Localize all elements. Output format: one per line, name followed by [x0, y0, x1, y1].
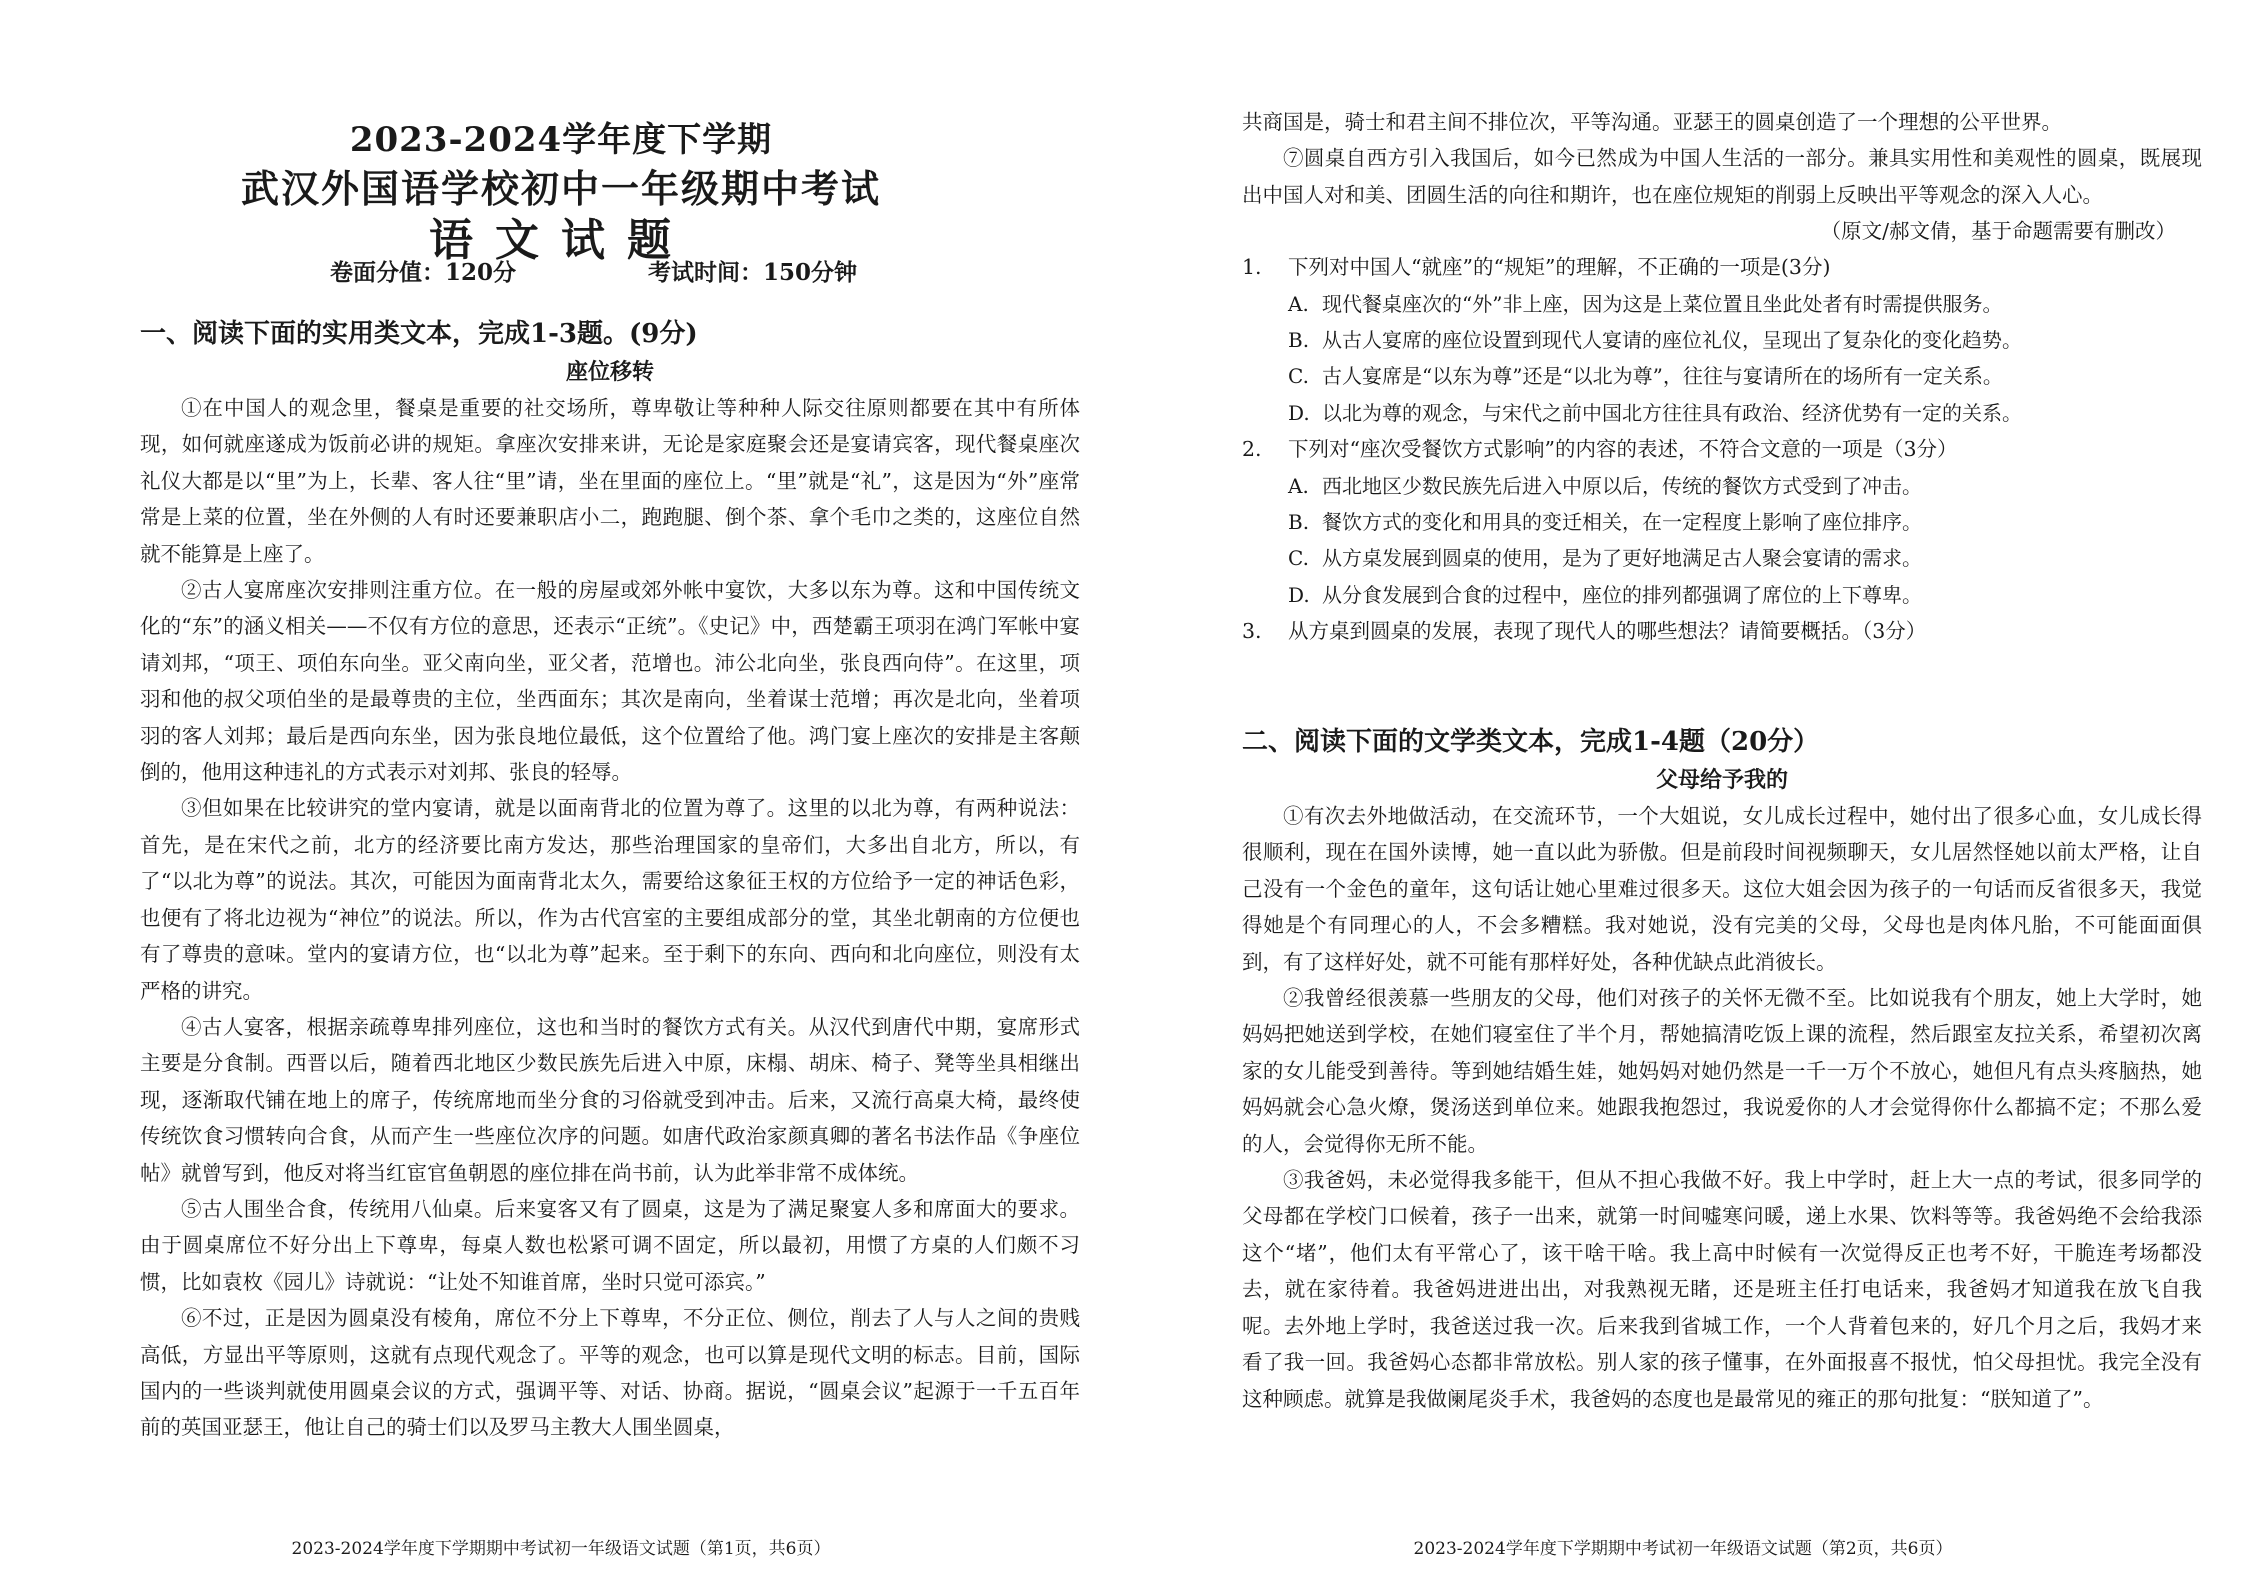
answer-option[interactable]: [1242, 322, 2202, 358]
page-footer-1: 2023-2024学年度下学期期中考试初一年级语文试题（第1页，共6页）: [291, 1539, 831, 1559]
article-paragraph-2: ②古人宴席座次安排则注重方位。在一般的房屋或郊外帐中宴饮，大多以东为尊。这和中国传统文化的“东”的涵义相关——不仅有方位的意思，还表示“正统”。《史记》中，西楚霸王项羽在鸿门军帐中宴请刘邦，“项王、项伯东向坐。亚父南向坐，亚父者，范增也。沛公北向坐，张良西向侍”。在这里，项羽和他的叔父项伯坐的是最尊贵的主位，坐西面东；其次是南向，坐着谋士范增；再次是北向，坐着项羽的客人刘邦；最后是西向东坐，因为张良地位最低，这个位置给了他。鸿门宴上座次的安排是主客颠倒的，他用这种违礼的方式表示对刘邦、张良的轻辱。: [140, 578, 1080, 785]
article-paragraph-7: ⑦圆桌自西方引入我国后，如今已然成为中国人生活的一部分。兼具实用性和美观性的圆桌，既展现出中国人对和美、团圆生活的向往和期许，也在座位规矩的削弱上反映出平等观念的深入人心。: [1242, 146, 2202, 207]
question-1: [1242, 249, 2202, 431]
answer-option[interactable]: [1242, 468, 2202, 504]
option-letter: B.: [1288, 328, 1310, 353]
option-text: 餐饮方式的变化和用具的变迁相关，在一定程度上影响了座位排序。: [1322, 510, 1922, 535]
article-continuation: 共商国是，骑士和君主间不排位次，平等沟通。亚瑟王的圆桌创造了一个理想的公平世界。: [1242, 110, 2062, 134]
option-text: 西北地区少数民族先后进入中原以后，传统的餐饮方式受到了冲击。: [1322, 473, 1922, 498]
option-text: 以北为尊的观念，与宋代之前中国北方往往具有政治、经济优势有一定的关系。: [1322, 400, 2022, 425]
article-title: 座位移转: [565, 359, 654, 385]
article-paragraph-1: ①在中国人的观念里，餐桌是重要的社交场所，尊卑敬让等种种人际交往原则都要在其中有所体现，如何就座遂成为饭前必讲的规矩。拿座次安排来讲，无论是家庭聚会还是宴请宾客，现代餐桌座次礼仪大都是以“里”为上，长辈、客人往“里”请，坐在里面的座位上。“里”就是“礼”，这是因为“外”座常常是上菜的位置，坐在外侧的人有时还要兼职店小二，跑跑腿、倒个茶、拿个毛巾之类的，这座位自然就不能算是上座了。: [140, 396, 1080, 566]
story-paragraph-2: ②我曾经很羡慕一些朋友的父母，他们对孩子的关怀无微不至。比如说我有个朋友，她上大学时，她妈妈把她送到学校，在她们寝室住了半个月，帮她搞清吃饭上课的流程，然后跟室友拉关系，希望初次离家的女儿能受到善待。等到她结婚生娃，她妈妈对她仍然是一千一万个不放心，她但凡有点头疼脑热，她妈妈就会心急火燎，煲汤送到单位来。她跟我抱怨过，我说爱你的人才会觉得你什么都搞不定；不那么爱的人，会觉得你无所不能。: [1242, 986, 2202, 1156]
story-title: 父母给予我的: [1655, 767, 1788, 793]
answer-option[interactable]: [1242, 286, 2202, 322]
option-text: 现代餐桌座次的“外”非上座，因为这是上菜位置且坐此处者有时需提供服务。: [1322, 291, 2003, 316]
section-2-heading: 二、阅读下面的文学类文本，完成1-4题（20分）: [1242, 727, 1820, 757]
question-text: 下列对中国人“就座”的“规矩”的理解，不正确的一项是(3分): [1288, 255, 1831, 280]
answer-option[interactable]: [1242, 540, 2202, 576]
answer-option[interactable]: [1242, 395, 2202, 431]
story-paragraph-3: ③我爸妈，未必觉得我多能干，但从不担心我做不好。我上中学时，赶上大一点的考试，很多同学的父母都在学校门口候着，孩子一出来，就第一时间嘘寒问暖，递上水果、饮料等等。我爸妈绝不会给我添这个“堵”，他们太有平常心了，该干啥干啥。我上高中时候有一次觉得反正也考不好，干脆连考场都没去，就在家待着。我爸妈进进出出，对我熟视无睹，还是班主任打电话来，我爸妈才知道我在放飞自我呢。去外地上学时，我爸送过我一次。后来我到省城工作，一个人背着包来的，好几个月之后，我妈才来看了我一回。我爸妈心态都非常放松。别人家的孩子懂事，在外面报喜不报忧，怕父母担忧。我完全没有这种顾虑。就算是我做阑尾炎手术，我爸妈的态度也是最常见的雍正的那句批复：“朕知道了”。: [1242, 1168, 2202, 1411]
option-text: 从古人宴席的座位设置到现代人宴请的座位礼仪，呈现出了复杂化的变化趋势。: [1322, 328, 2022, 353]
page-footer-2: 2023-2024学年度下学期期中考试初一年级语文试题（第2页，共6页）: [1413, 1539, 1953, 1559]
option-letter: D.: [1288, 400, 1310, 425]
article-paragraph-4: ④古人宴客，根据亲疏尊卑排列座位，这也和当时的餐饮方式有关。从汉代到唐代中期，宴席形式主要是分食制。西晋以后，随着西北地区少数民族先后进入中原，床榻、胡床、椅子、凳等坐具相继出现，逐渐取代铺在地上的席子，传统席地而坐分食的习俗就受到冲击。后来，又流行高桌大椅，最终使传统饮食习惯转向合食，从而产生一些座位次序的问题。如唐代政治家颜真卿的著名书法作品《争座位帖》就曾写到，他反对将当红宦官鱼朝恩的座位排在尚书前，认为此举非常不成体统。: [140, 1014, 1080, 1185]
option-letter: C.: [1288, 546, 1309, 571]
article-paragraph-3: ③但如果在比较讲究的堂内宴请，就是以面南背北的位置为尊了。这里的以北为尊，有两种说法：首先，是在宋代之前，北方的经济要比南方发达，那些治理国家的皇帝们，大多出自北方，所以，有了“以北为尊”的说法。其次，可能因为面南背北太久，需要给这象征王权的方位给予一定的神话色彩，也便有了将北边视为“神位”的说法。所以，作为古代宫室的主要组成部分的堂，其坐北朝南的方位便也有了尊贵的意味。堂内的宴请方位，也“以北为尊”起来。至于剩下的东向、西向和北向座位，则没有太严格的讲究。: [140, 796, 1080, 1003]
exam-score-info: 卷面分值：120分: [330, 259, 517, 286]
article-source: （原文/郝文倩，基于命题需要有删改）: [1820, 219, 2176, 244]
section-1-heading: 一、阅读下面的实用类文本，完成1-3题。(9分): [140, 319, 698, 349]
question-number: 2.: [1242, 437, 1262, 462]
exam-year-title: 2023-2024学年度下学期: [349, 120, 773, 160]
article-paragraph-5: ⑤古人围坐合食，传统用八仙桌。后来宴客又有了圆桌，这是为了满足聚宴人多和席面大的要求。由于圆桌席位不好分出上下尊卑，每桌人数也松紧可调不固定，所以最初，用惯了方桌的人们颇不习惯，比如袁枚《园儿》诗就说：“让处不知谁首席，坐时只觉可添宾。”: [140, 1196, 1080, 1294]
option-text: 从方桌发展到圆桌的使用，是为了更好地满足古人聚会宴请的需求。: [1322, 546, 1922, 571]
page-2-top: [1242, 104, 2202, 650]
exam-subject-title: 语文试题: [429, 215, 693, 266]
option-letter: A.: [1288, 473, 1309, 498]
answer-option[interactable]: [1242, 504, 2202, 540]
exam-page-2: [1122, 0, 2244, 1586]
question-2: [1242, 431, 2202, 613]
option-letter: B.: [1288, 510, 1310, 535]
answer-option[interactable]: [1242, 577, 2202, 613]
option-text: 古人宴席是“以东为尊”还是“以北为尊”，往往与宴请所在的场所有一定关系。: [1322, 364, 2003, 389]
story-paragraph-1: ①有次去外地做活动，在交流环节，一个大姐说，女儿成长过程中，她付出了很多心血，女儿成长得很顺利，现在在国外读博，她一直以此为骄傲。但是前段时间视频聊天，女儿居然怪她以前太严格，让自己没有一个金色的童年，这句话让她心里难过很多天。这位大姐会因为孩子的一句话而反省很多天，我觉得她是个有同理心的人，不会多糟糕。我对她说，没有完美的父母，父母也是肉体凡胎，不可能面面俱到，有了这样好处，就不可能有那样好处，各种优缺点此消彼长。: [1242, 804, 2202, 974]
option-letter: A.: [1288, 291, 1309, 316]
section-2-body: [1242, 722, 2202, 1417]
question-text: 下列对“座次受餐饮方式影响”的内容的表述，不符合文意的一项是（3分）: [1288, 437, 1958, 462]
section-1-body: [140, 314, 1080, 1446]
exam-time-info: 考试时间：150分钟: [648, 259, 858, 286]
option-letter: D.: [1288, 582, 1310, 607]
question-number: 3.: [1242, 619, 1262, 644]
option-letter: C.: [1288, 364, 1309, 389]
question-number: 1.: [1242, 255, 1262, 280]
question-3: [1242, 613, 2202, 649]
article-paragraph-6: ⑥不过，正是因为圆桌没有棱角，席位不分上下尊卑，不分正位、侧位，削去了人与人之间的贵贱高低，方显出平等原则，这就有点现代观念了。平等的观念，也可以算是现代文明的标志。目前，国际国内的一些谈判就使用圆桌会议的方式，强调平等、对话、协商。据说，“圆桌会议”起源于一千五百年前的英国亚瑟王，他让自己的骑士们以及罗马主教大人围坐圆桌，: [140, 1306, 1080, 1440]
question-text: 从方桌到圆桌的发展，表现了现代人的哪些想法？请简要概括。（3分）: [1288, 619, 1927, 644]
answer-option[interactable]: [1242, 358, 2202, 394]
exam-school-title: 武汉外国语学校初中一年级期中考试: [240, 166, 881, 211]
option-text: 从分食发展到合食的过程中，座位的排列都强调了席位的上下尊卑。: [1322, 582, 1922, 607]
